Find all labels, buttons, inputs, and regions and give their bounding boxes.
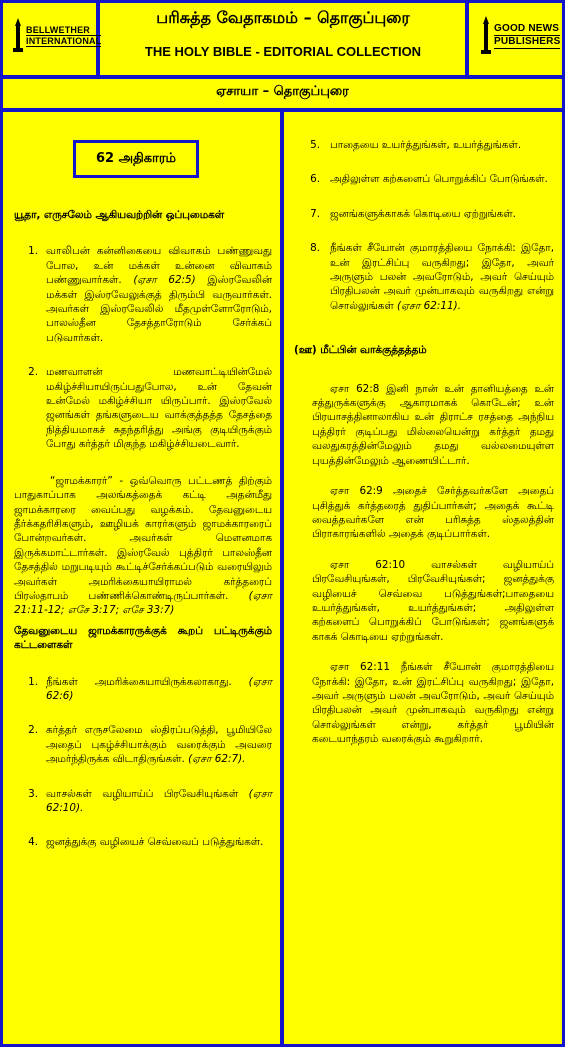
title-english: THE HOLY BIBLE - EDITORIAL COLLECTION: [144, 44, 422, 59]
verse-paragraph: ஏசா 62:8 இனி நான் உன் தானியத்தை உன் சத்துருக்களுக்கு ஆகாரமாகக் கொடேன்; உன் பிரயாசத்தினாலாகிய உன் திராட்ச ரசத்தை அந்நிய புத்திரர் குடிப்பது மில்லையென்று கர்த்தர் தமது வலதுகரத்தின்மேலும் தமது வல்லமையுள்ள புயத்தின்மேலும் ஆணையிட்டார்.: [312, 382, 554, 467]
page-subtitle: ஏசாயா – தொகுப்புரை: [216, 84, 349, 99]
list-item: [294, 172, 554, 186]
list-item: [294, 241, 554, 313]
item-text: அதிலுள்ள கற்களைப் பொறுக்கிப் போடுங்கள்.: [330, 173, 548, 186]
item-number: 2.: [28, 724, 38, 737]
list-item: [14, 244, 272, 345]
lamp-icon: [10, 16, 26, 56]
item-text: வாசல்கள் வழியாய்ப் பிரவேசியுங்கள் (ஏசா 62:10).: [46, 787, 272, 814]
verse-paragraphs: [294, 382, 554, 747]
verse-ref: (ஏசா 62:11).: [397, 299, 461, 312]
item-number: 2.: [28, 366, 38, 379]
commands-list-continued: [294, 138, 554, 313]
right-column: [294, 138, 554, 747]
verse-ref: (ஏசா 62:10).: [46, 787, 272, 814]
list-item: [14, 675, 272, 704]
item-text: வாலிபன் கன்னிகையை விவாகம் பண்ணுவது போல, உன் மக்கள் உன்னை விவாகம் பண்ணுவார்கள். (ஏசா 62:5) இஸ்ரவேலின் மக்கள் இஸ்ரவேலுக்குத் திரும்பி வருவார்கள். அவர்கள் இஸ்ரவேலில் மீதமுள்ளோரோடும், பாலஸ்தீன தேசத்தாரோடும் சேர்க்கப் படுவார்கள்.: [46, 245, 273, 344]
bellwether-logo: [10, 16, 101, 56]
good-news-logo: [478, 14, 560, 58]
section-heading-comparisons: யூதா, எருசலேம் ஆகியவற்றின் ஒப்புமைகள்: [14, 209, 225, 221]
item-text: பாதையை உயர்த்துங்கள், உயர்த்துங்கள்.: [330, 139, 522, 151]
verse-paragraph: ஏசா 62:10 வாசல்கள் வழியாய்ப் பிரவேசியுங்கள், பிரவேசியுங்கள்; ஜனத்துக்கு வழியைச் செவ்வை படுத்துங்கள்;பாதையை உயர்த்துங்கள், உயர்த்துங்கள்; அதிலுள்ள கற்களைப் பொறுக்கிப் போடுங்கள்; ஜனங்களுக் காகக் கொடியை ஏற்றுங்கள்.: [312, 558, 554, 643]
verse-paragraph: ஏசா 62:9 அதைச் சேர்த்தவர்களே அதைப் புசித்துக் கர்த்தரைத் துதிப்பார்கள்; அதைக் கூட்டி வைத்தவர்களே என் பரிசுத்த ஸ்தலத்தின் பிராகாரங்களில் அதைக் குடிப்பார்கள்.: [312, 485, 554, 541]
item-text: நீங்கள் சீயோன் குமாரத்தியை நோக்கி: இதோ, உன் இரட்சிப்பு வருகிறது; இதோ, அவர் அருளும் பலன் அவரோடும், அவர் செய்யும் பிரதிபலன் அவர் முன்பாகவும் வருகிறது என்று சொல்லுங்கள் (ஏசா 62:11).: [330, 242, 554, 312]
title-tamil: பரிசுத்த வேதாகமம் – தொகுப்புரை: [156, 8, 410, 27]
list-item: [14, 723, 272, 766]
item-text: மணவாளன் மணவாட்டியின்மேல் மகிழ்ச்சியாயிருப்பதுபோல, உன் தேவன் உன்மேல் மகிழ்ச்சியா யிருப்பார். இஸ்ரவேல் ஜனங்கள் தங்களுடைய வாக்குத்தத்த தேசத்தை நித்தியமாகச் சுதந்தரித்து அங்கு குடியிருக்கும் போது கர்த்தர் மிகுந்த மகிழ்ச்சியடைவார்.: [46, 366, 272, 451]
item-text: ஜனத்துக்கு வழியைச் செவ்வைப் படுத்துங்கள்.: [46, 836, 264, 849]
item-number: 8.: [310, 242, 320, 255]
left-column: [14, 208, 272, 850]
item-number: 3.: [28, 787, 38, 800]
commands-list: [14, 675, 272, 850]
verse-ref: (ஏசா 21:11-12; எசே 3:17; எசே 33:7): [14, 589, 272, 617]
left-logo-line2: INTERNATIONAL: [26, 36, 102, 46]
section-heading-redemption: (ஊ) மீட்பின் வாக்குத்தத்தம்: [294, 344, 427, 357]
item-number: 1.: [28, 245, 38, 258]
item-text: கர்த்தர் எருசலேமை ஸ்திரப்படுத்தி, பூமியிலே அதைப் புகழ்ச்சியாக்கும் வரைக்கும் அவரை அமர்ந்திருக்க விடாதிருங்கள். (ஏசா 62:7).: [46, 724, 272, 766]
item-text: நீங்கள் அமரிக்கையாயிருக்கலாகாது. (ஏசா 62:6): [46, 675, 272, 702]
chapter-label: 62 அதிகாரம்: [73, 140, 199, 178]
section-heading-commands: தேவனுடைய ஜாமக்காரருக்குக் கூறப் பட்டிருக்கும் கட்டளைகள்: [14, 624, 272, 652]
lamp-icon: [478, 14, 494, 58]
verse-paragraph: ஏசா 62:11 நீங்கள் சீயோன் குமாரத்தியை நோக்கி: இதோ, உன் இரட்சிப்பு வருகிறது; இதோ, அவர் அருளும் பலன் அவரோடும், அவர் செய்யும் பிரதிபலன் அவர் முன்பாகவும் வருகிறது என்று சொல்லுங்கள் என்று, கர்த்தர் பூமியின் கடையாந்தரம் வரைக்கும் கூறுகிறார்.: [312, 661, 554, 746]
item-number: 6.: [310, 173, 320, 186]
item-number: 7.: [310, 207, 320, 220]
item-number: 4.: [28, 836, 38, 849]
comparison-list: [14, 244, 272, 451]
list-item: [14, 365, 272, 451]
verse-ref: (ஏசா 62:6): [46, 675, 272, 702]
header-bottom-rule: [0, 75, 565, 79]
item-number: 1.: [28, 675, 38, 688]
right-logo-line1: GOOD NEWS: [494, 23, 560, 34]
left-logo-line1: BELLWETHER: [26, 25, 101, 36]
list-item: [294, 138, 554, 152]
list-item: [14, 835, 272, 849]
item-text: ஜனங்களுக்காகக் கொடியை ஏற்றுங்கள்.: [330, 207, 516, 220]
right-logo-line2: PUBLISHERS: [494, 36, 561, 47]
list-item: [14, 787, 272, 816]
column-divider: [280, 110, 284, 1047]
verse-ref: (ஏசா 62:7).: [188, 753, 246, 766]
item-number: 5.: [310, 139, 320, 151]
list-item: [294, 207, 554, 221]
watchmen-paragraph: “ஜாமக்காரர்” - ஒவ்வொரு பட்டணத் திற்கும் பாதுகாப்பாக அலங்கத்தைக் கட்டி அதன்மீது ஜாமக்காரரை வைப்பது வழக்கம். தேவனுடைய தீர்க்கதரிசிகளும், ஊழியக் காரர்களும் ஜாமக்காரரைப் போன்றவர்கள். அவர்கள் மௌனமாக இருக்கமாட்டார்கள். இஸ்ரவேல் புத்திரர் பாலஸ்தீன தேசத்தில் மறுபடியும் கூட்டிச்சேர்க்கப்படும் வரையிலும் அவர்கள் அமரிக்கையாயிராமல் கர்த்தரைப் பிரஸ்தாபம் பண்ணிக்கொண்டிருப்பார்கள். (ஏசா 21:11-12; எசே 3:17; எசே 33:7): [14, 474, 272, 617]
verse-ref: (ஏசா 62:5): [133, 274, 196, 287]
